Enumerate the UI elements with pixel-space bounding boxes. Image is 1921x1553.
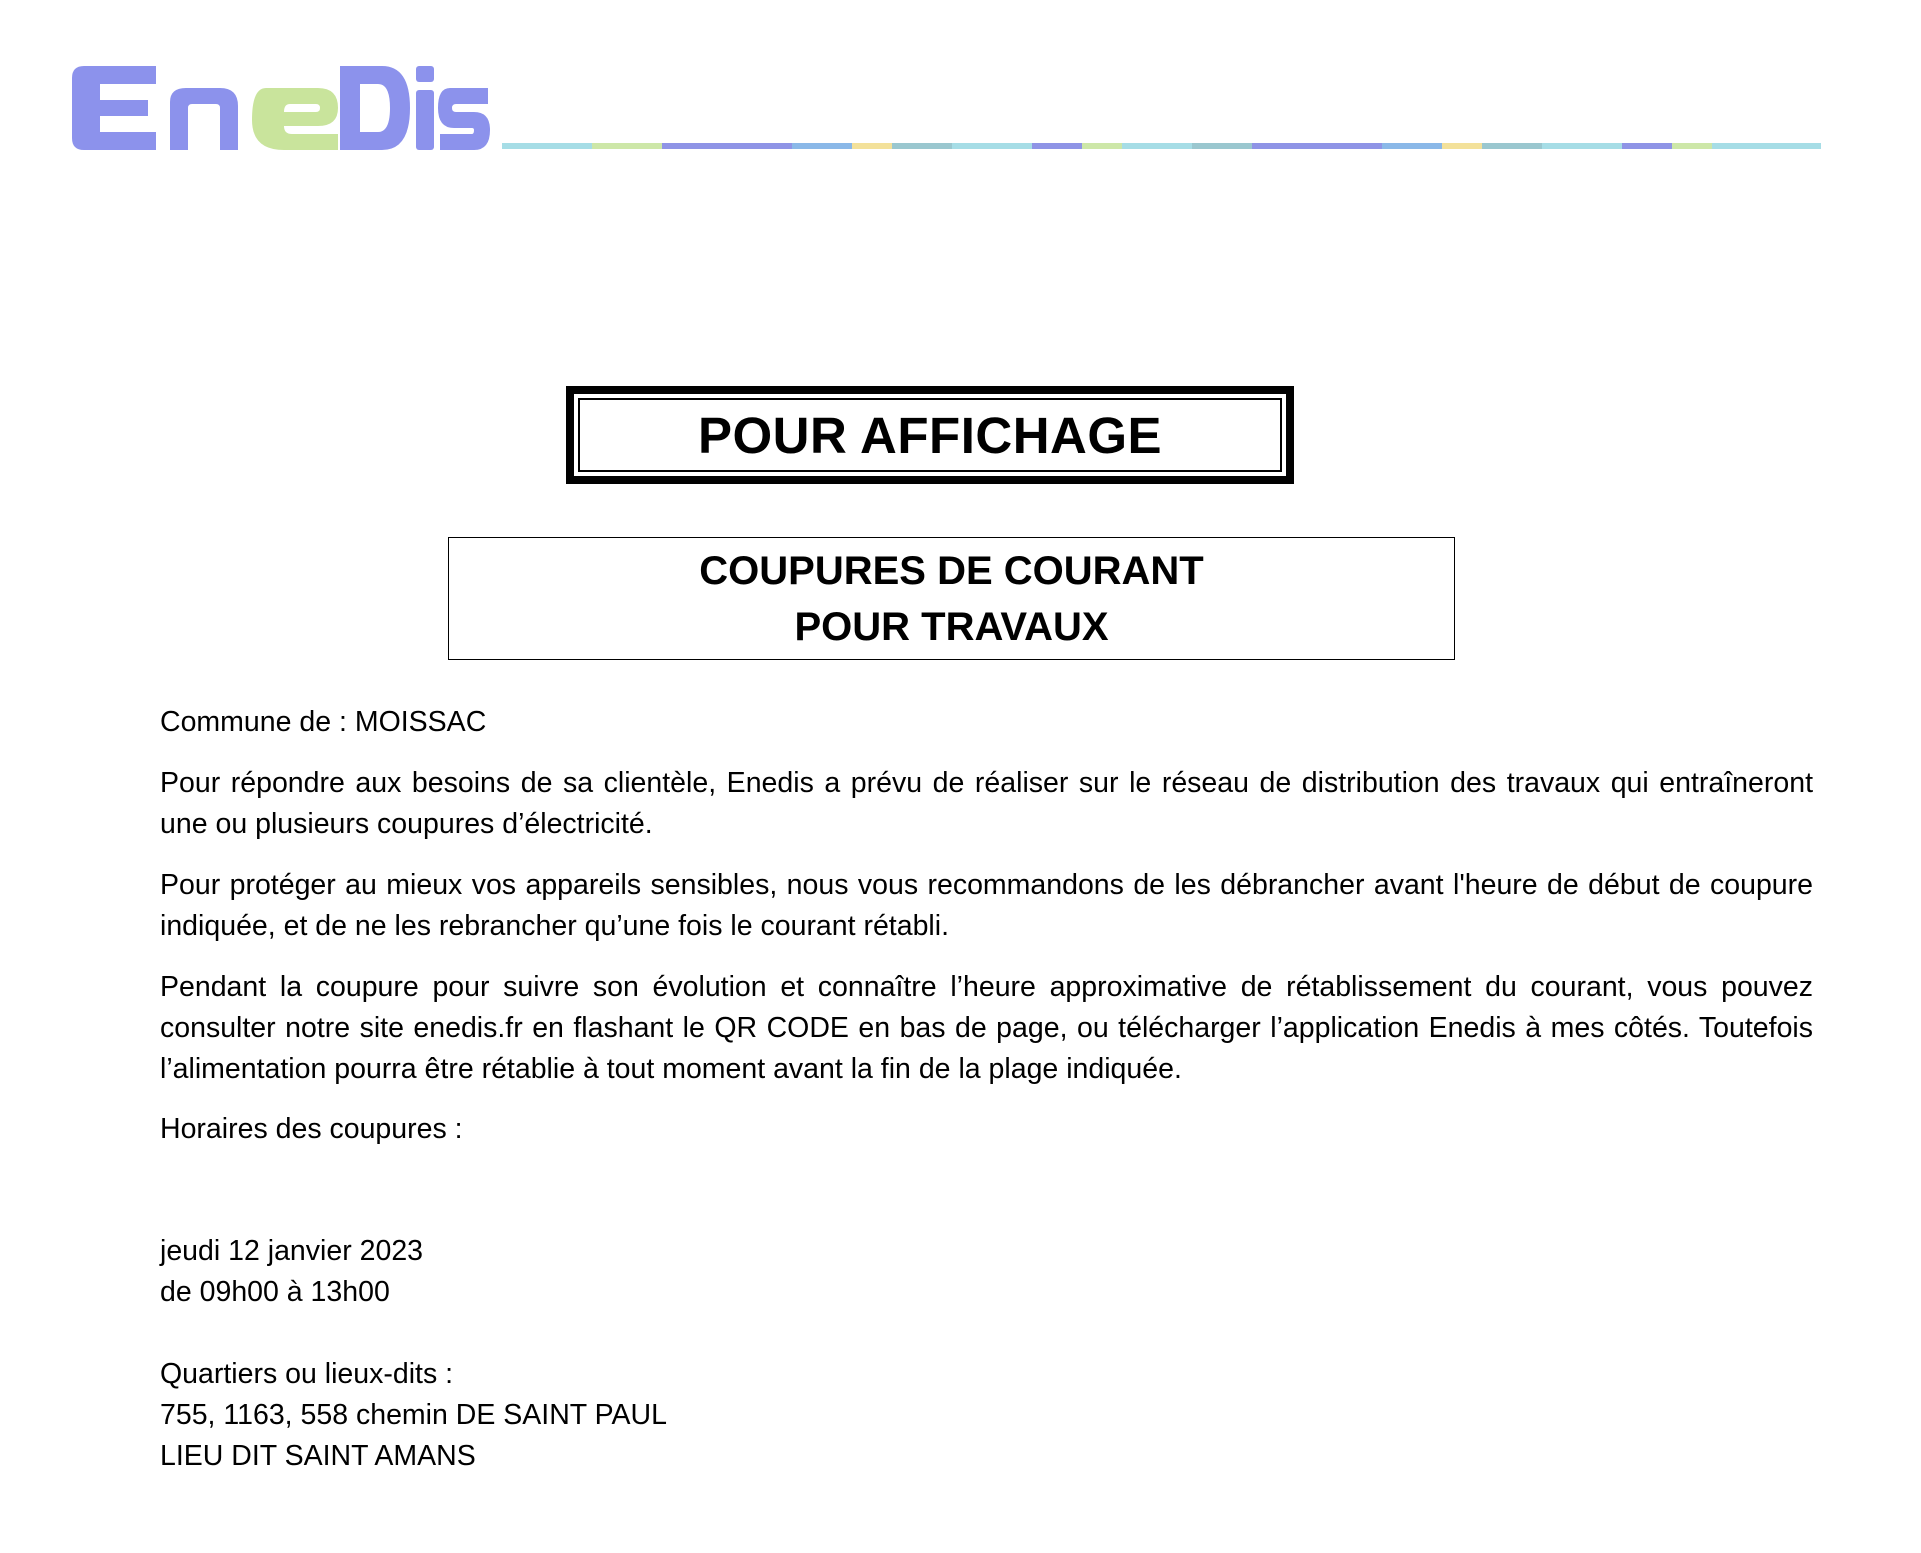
locations-heading: Quartiers ou lieux-dits : bbox=[160, 1358, 454, 1390]
schedule-heading: Horaires des coupures : bbox=[160, 1113, 463, 1145]
enedis-logo bbox=[70, 62, 490, 154]
schedule-date: jeudi 12 janvier 2023 bbox=[160, 1235, 424, 1267]
paragraph-3: Pendant la coupure pour suivre son évolution et connaître l’heure approximative de rétablissement du courant, vous pouvez consulter notre site enedis.fr en flashant le QR CODE en bas de page, ou télécharger l’application Enedis à mes côtés. Toutefois l’alimentation pourra être rétablie à tout moment avant la fin de la plage indiquée. bbox=[160, 971, 1813, 1085]
commune-line: Commune de : MOISSAC bbox=[160, 706, 487, 738]
subtitle-line-2: POUR TRAVAUX bbox=[794, 604, 1109, 649]
schedule-time: de 09h00 à 13h00 bbox=[160, 1276, 390, 1308]
schedule-block bbox=[160, 1231, 1813, 1313]
locations-block bbox=[160, 1354, 1813, 1477]
subtitle-line-1: COUPURES DE COURANT bbox=[699, 548, 1204, 593]
paragraph-1: Pour répondre aux besoins de sa clientèle, Enedis a prévu de réaliser sur le réseau de distribution des travaux qui entraîneront une ou plusieurs coupures d’électricité. bbox=[160, 767, 1813, 840]
location-item: 755, 1163, 558 chemin DE SAINT PAUL bbox=[160, 1399, 667, 1431]
title-box bbox=[566, 386, 1294, 484]
paragraph-2: Pour protéger au mieux vos appareils sensibles, nous vous recommandons de les débrancher avant l'heure de début de coupure indiquée, et de ne les rebrancher qu’une fois le courant rétabli. bbox=[160, 869, 1813, 942]
enedis-logo-mark bbox=[70, 62, 490, 154]
title-text: POUR AFFICHAGE bbox=[578, 398, 1282, 472]
location-item: LIEU DIT SAINT AMANS bbox=[160, 1440, 476, 1472]
subtitle-box bbox=[448, 537, 1455, 660]
header-color-stripe bbox=[502, 143, 1921, 149]
